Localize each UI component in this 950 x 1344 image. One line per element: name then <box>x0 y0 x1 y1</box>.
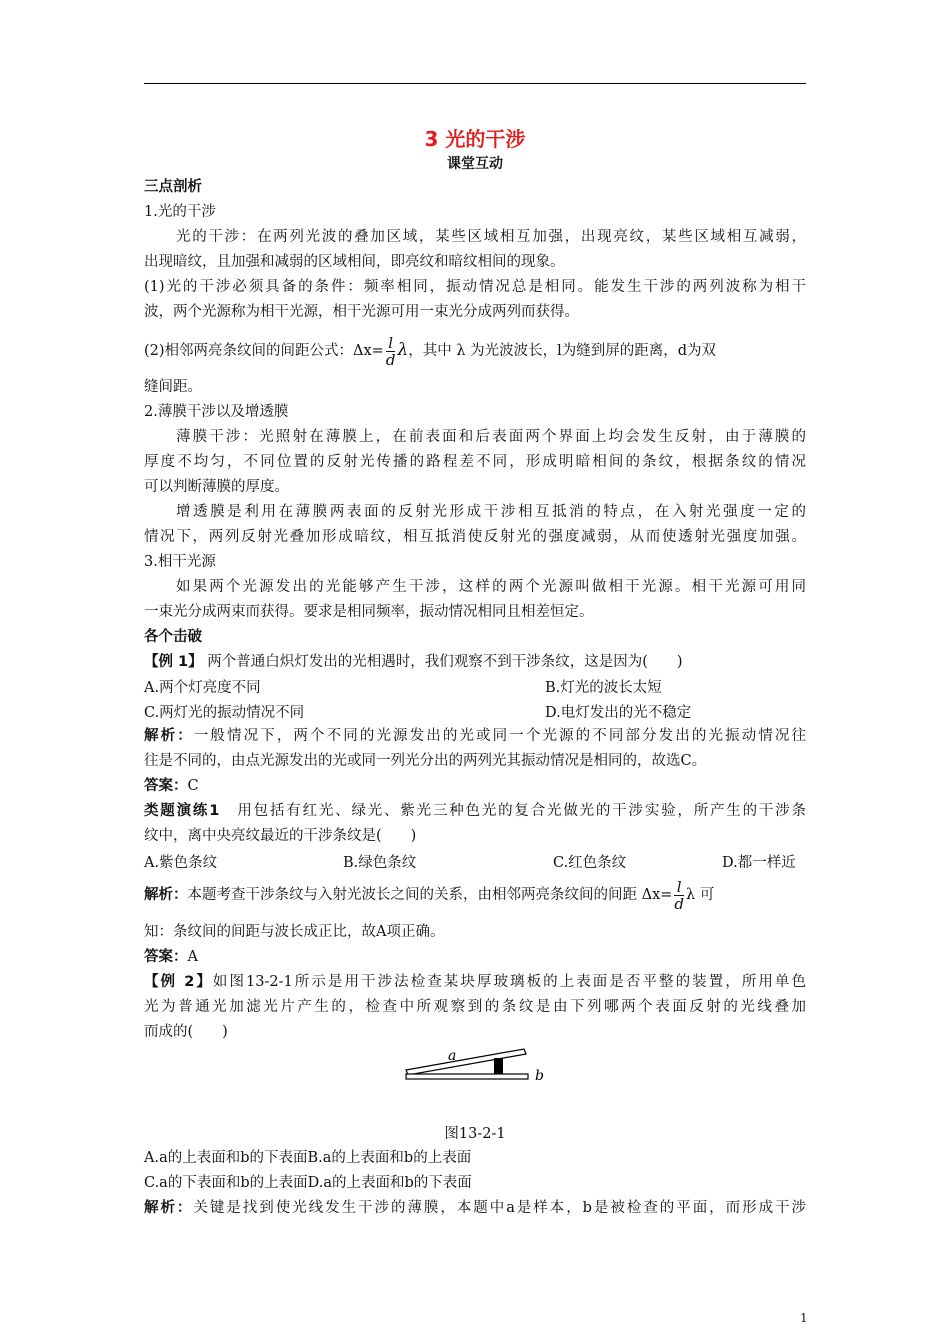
analysis-text-end: λ 可 <box>686 887 715 903</box>
analysis-line <box>144 726 806 746</box>
paragraph-line: 出现暗纹，且加强和减弱的区域相间，即亮纹和暗纹相间的现象。 <box>144 254 565 270</box>
page-subtitle: 课堂互动 <box>447 156 503 172</box>
analysis-text: 关键是找到使光线发生干涉的薄膜，本题中a是样本，b是被检查的平面，而形成干涉 <box>193 1200 807 1216</box>
example-text: 两个普通白炽灯发出的光相遇时，我们观察不到干涉条纹，这是因为( ) <box>202 654 683 670</box>
analysis-label: 解析： <box>144 887 188 903</box>
option-b: B.绿色条纹 <box>343 855 417 871</box>
paragraph-line: 光为普通光加滤光片产生的，检查中所观察到的条纹是由下列哪两个表面反射的光线叠加 <box>144 999 806 1015</box>
fraction-l-over-d <box>386 335 396 368</box>
option-row: A.a的上表面和b的下表面B.a的上表面和b的上表面 <box>144 1150 472 1166</box>
fraction-l-over-d <box>674 879 684 912</box>
paragraph-line: 一束光分成两束而获得。要求是相同频率，振动情况相同且相差恒定。 <box>144 604 594 620</box>
practice-text: 用包括有红光、绿光、紫光三种色光的复合光做光的干涉实验，所产生的干涉条 <box>219 803 806 819</box>
option-row: C.a的下表面和b的上表面D.a的上表面和b的下表面 <box>144 1175 472 1191</box>
option-c: C.两灯光的振动情况不同 <box>144 705 305 721</box>
formula-prefix: (2)相邻两亮条纹间的间距公式：Δx= <box>144 343 384 359</box>
paragraph-line: 厚度不均匀，不同位置的反射光传播的路程差不同，形成明暗相间的条纹，根据条纹的情况 <box>144 454 806 470</box>
paragraph-line: 而成的( ) <box>144 1024 228 1040</box>
paragraph-line: 缝间距。 <box>144 379 202 395</box>
option-d: D.电灯发出的光不稳定 <box>545 705 692 721</box>
answer-value: C <box>187 778 199 794</box>
fraction-numerator: l <box>386 335 396 352</box>
option-d: D.都一样近 <box>722 855 796 871</box>
practice-1-question <box>144 801 806 821</box>
label-b: b <box>535 1068 544 1082</box>
option-b: B.灯光的波长太短 <box>545 680 662 696</box>
paragraph-line: 如果两个光源发出的光能够产生干涉，这样的两个光源叫做相干光源。相干光源可用同 <box>176 579 806 595</box>
fraction-denominator: d <box>674 894 685 913</box>
subsection-heading: 1.光的干涉 <box>144 204 216 220</box>
section-heading: 各个击破 <box>144 629 202 645</box>
paragraph-line: 增透膜是利用在薄膜两表面的反射光形成干涉相互抵消的特点，在入射光强度一定的 <box>176 504 806 520</box>
paragraph-line: 可以判断薄膜的厚度。 <box>144 479 289 495</box>
label-a: a <box>448 1048 457 1064</box>
fraction-numerator: l <box>674 879 684 896</box>
analysis-line: 往是不同的，由点光源发出的光或同一列光分出的两列光其振动情况是相同的，故选C。 <box>144 753 707 769</box>
analysis-line: 知：条纹间的间距与波长成正比，故A项正确。 <box>144 924 445 940</box>
answer-line <box>144 776 199 796</box>
wedge-interference-figure <box>400 1048 550 1082</box>
answer-label: 答案： <box>144 778 188 794</box>
glass-plate-a <box>406 1049 526 1075</box>
glass-plate-b <box>406 1074 528 1079</box>
paragraph-line: 光的干涉：在两列光波的叠加区域，某些区域相互加强，出现亮纹，某些区域相互减弱， <box>176 229 806 245</box>
option-c: C.红色条纹 <box>553 855 627 871</box>
fraction-denominator: d <box>385 350 396 369</box>
answer-label: 答案： <box>144 949 188 965</box>
analysis-label: 解析： <box>144 1200 194 1216</box>
formula-suffix: ，其中 λ 为光波波长，l为缝到屏的距离，d为双 <box>408 343 717 359</box>
example-label: 【例 1】 <box>144 654 203 670</box>
example-1-question <box>144 652 683 672</box>
example-label: 【例 2】 <box>144 974 213 990</box>
paragraph-line: 薄膜干涉：光照射在薄膜上，在前表面和后表面两个界面上均会发生反射，由于薄膜的 <box>176 429 806 445</box>
section-heading: 三点剖析 <box>144 179 202 195</box>
paragraph-line: (1)光的干涉必须具备的条件：频率相同，振动情况总是相同。能发生干涉的两列波称为相干 <box>144 279 806 295</box>
option-a: A.两个灯亮度不同 <box>144 680 261 696</box>
answer-line <box>144 947 198 967</box>
subsection-heading: 2.薄膜干涉以及增透膜 <box>144 404 289 420</box>
subsection-heading: 3.相干光源 <box>144 554 216 570</box>
spacer-block <box>494 1058 503 1074</box>
analysis-formula-line <box>144 877 806 913</box>
paragraph-line: 纹中，离中央亮纹最近的干涉条纹是( ) <box>144 828 417 844</box>
paragraph-line: 情况下，两列反射光叠加形成暗纹，相互抵消使反射光的强度减弱，从而使透射光强度加强。 <box>144 529 806 545</box>
analysis-text: 一般情况下，两个不同的光源发出的光或同一个光源的不同部分发出的光振动情况往 <box>193 728 807 744</box>
page-number: 1 <box>800 1311 808 1325</box>
example-text: 如图13-2-1所示是用干涉法检查某块厚玻璃板的上表面是否平整的装置，所用单色 <box>212 974 806 990</box>
analysis-label: 解析： <box>144 728 194 744</box>
page-title: 3 光的干涉 <box>424 127 526 151</box>
analysis-line <box>144 1198 806 1218</box>
practice-label: 类题演练1 <box>144 803 220 819</box>
option-a: A.紫色条纹 <box>144 855 218 871</box>
header-rule <box>144 83 806 84</box>
example-2-question <box>144 972 806 992</box>
figure-caption: 图13-2-1 <box>444 1126 506 1142</box>
answer-value: A <box>187 949 198 965</box>
formula-line <box>144 332 806 369</box>
analysis-text: 本题考查干涉条纹与入射光波长之间的关系，由相邻两亮条纹间的间距 Δx= <box>187 887 673 903</box>
lambda-symbol: λ <box>397 340 409 360</box>
paragraph-line: 波，两个光源称为相干光源，相干光源可用一束光分成两列而获得。 <box>144 304 579 320</box>
